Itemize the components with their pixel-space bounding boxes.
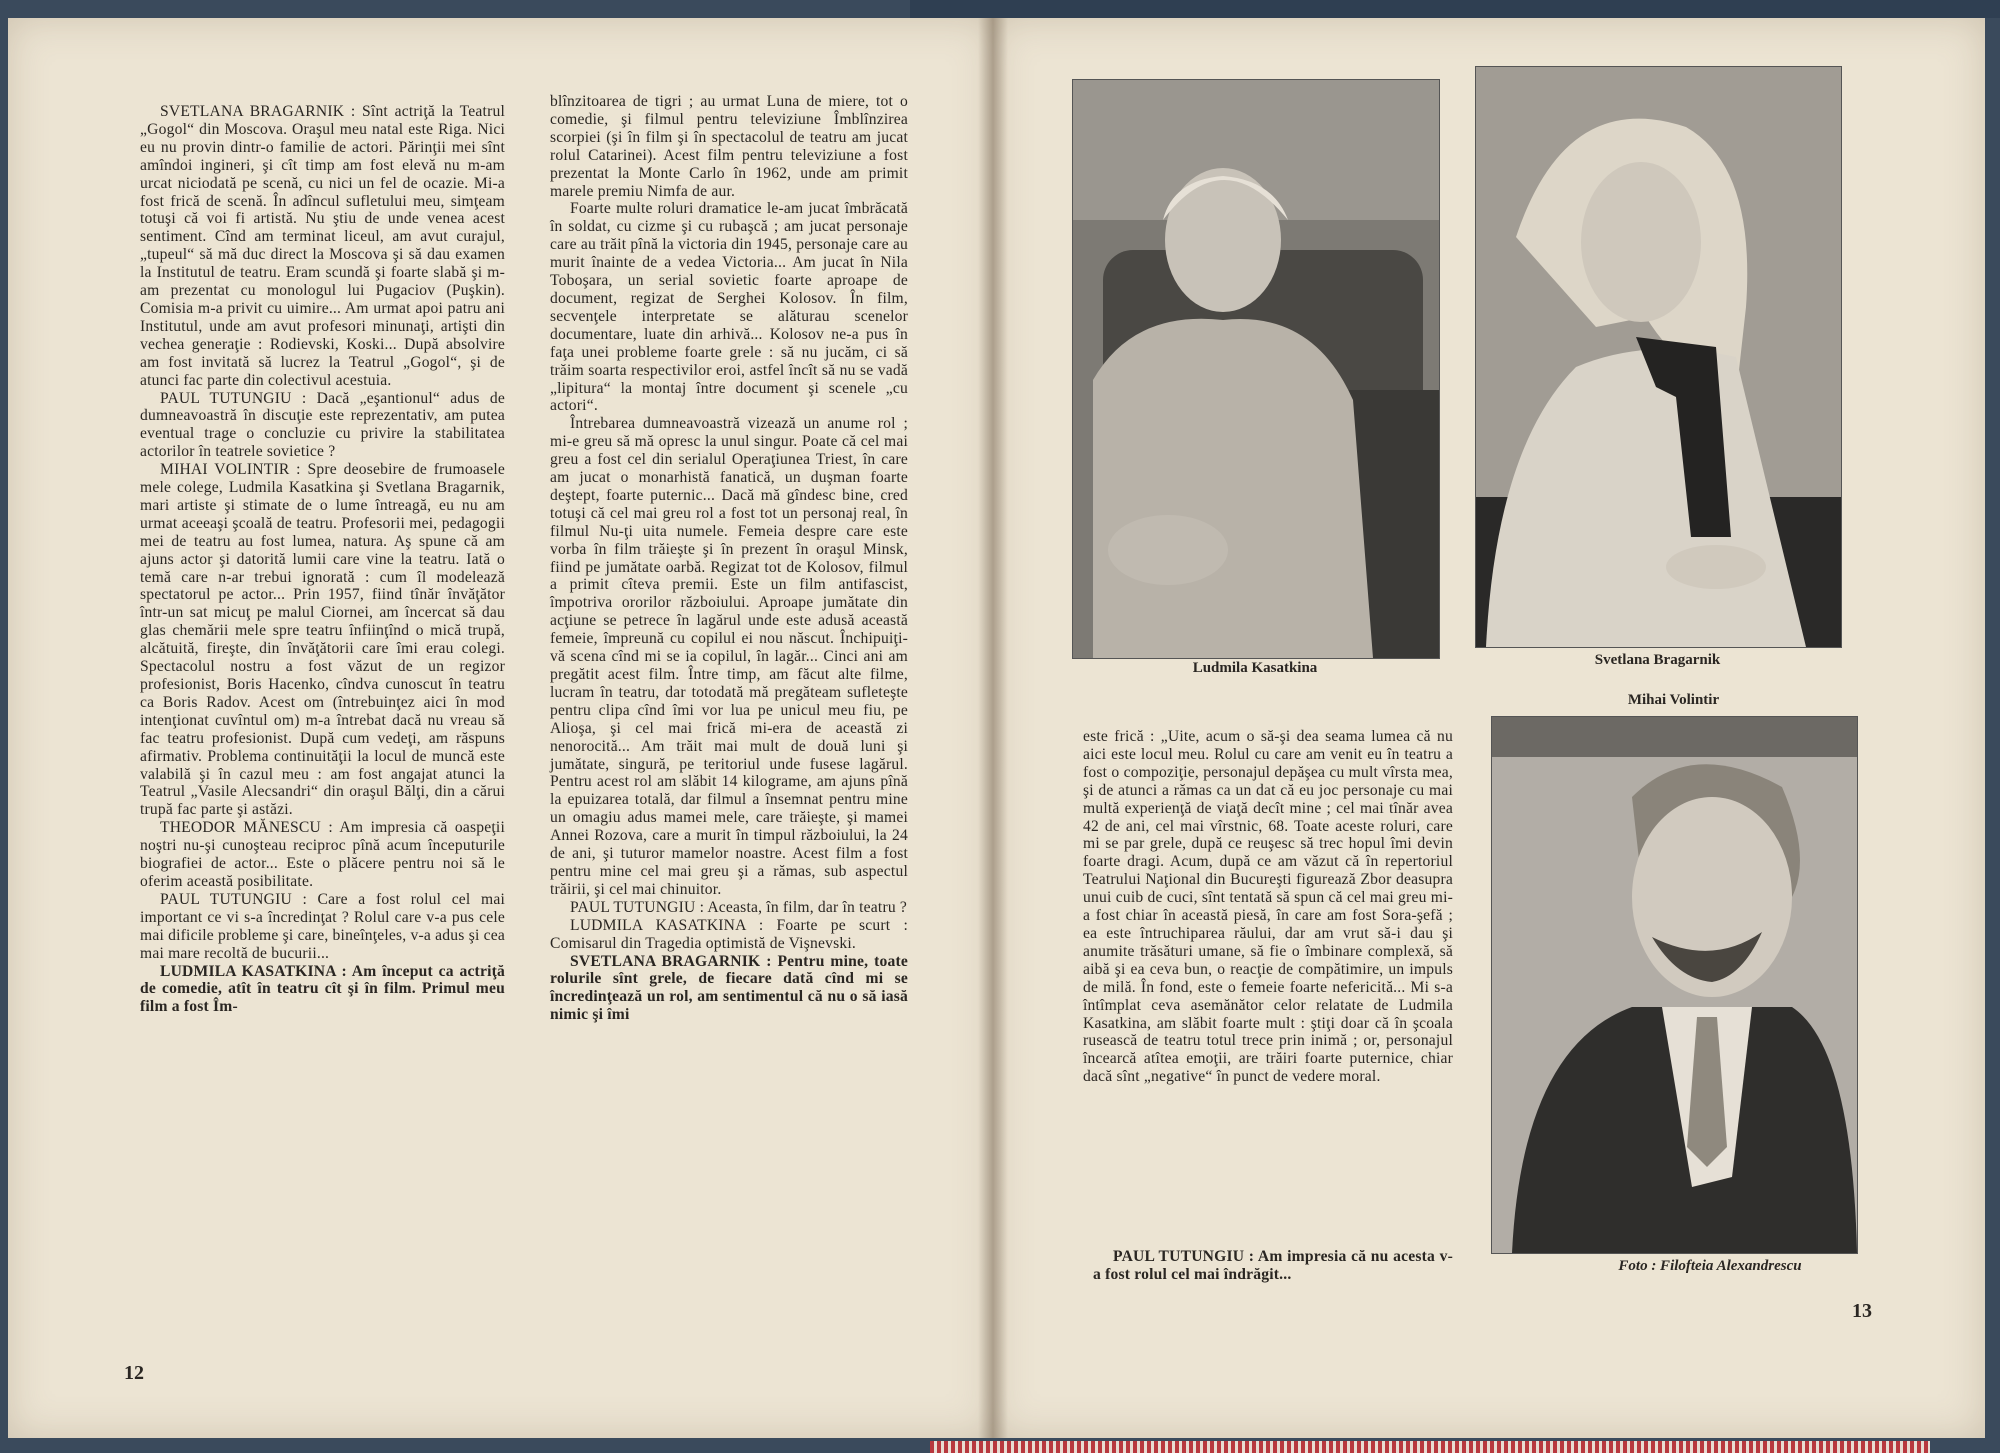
- paragraph: PAUL TUTUNGIU : Dacă „eşantionul“ adus de dumneavoastră în discuţie este reprezentativ, am putea eventual trage o concluzie cu privire la stabilitatea actorilor în teatrele sovietice ?: [140, 389, 505, 461]
- page-number-right: 13: [1852, 1300, 1872, 1322]
- page-number-left: 12: [124, 1362, 144, 1384]
- paragraph: blînzitoarea de tigri ; au urmat Luna de miere, tot o comedie, şi filmul pentru televiziune Îmblînzirea scorpiei (şi în film şi în spectacolul de teatru am jucat rolul Catarinei). Acest film pentru televiziune a fost prezentat la Monte Carlo în 1962, unde am primit marele premiu Nimfa de aur.: [550, 93, 908, 200]
- right-column: [1083, 728, 1453, 1086]
- paragraph: Întrebarea dumneavoastră vizează un anume rol ; mi-e greu să mă opresc la unul singur. Poate că cel mai greu a fost cel din serialul Operaţiunea Triest, în care am jucat o monarhistă fanatică, un duşman foarte deştept, foarte puternic... Dacă mă gîndesc bine, cred totuşi că cel mai greu rol a fost tot un personaj real, în filmul Nu-ţi uita numele. Femeia despre care este vorba în film trăieşte şi în prezent în oraşul Minsk, fiind pe jumătate oarbă. Regizat tot de Kolosov, filmul a primit cîteva premii. Este un film antifascist, împotriva ororilor războiului. Aproape jumătate din acţiune se petrece în lagărul unde este adusă această femeie, împreună cu copilul ei nou născut. Închipuiţi-vă scena cînd mi se ia copilul, în lagăr... Cinci ani am pregătit acest film. Între timp, am făcut alte filme, lucram în teatru, dar totodată mă pregăteam sufleteşte pentru clipa cînd îmi vor lua pe unicul meu fiu, pe Alioşa, şi cel mai frică mi-era de această zi nenorocită... Am trăit mai mult de două luni şi jumătate, singură, pe teritoriul unde fusese lagărul. Pentru acest rol am slăbit 14 kilograme, am ajuns pînă la epuizarea totală, dar filmul a însemnat pentru mine un omagiu adus mamei mele, care trăieşte, şi mamei Annei Rozova, care a murit în timpul războiului, la 24 de ani, şi tuturor mamelor noastre. Acest film a fost pentru mine cel mai greu şi a rămas, sub aspectul trăirii, şi cel mai chinuitor.: [550, 415, 908, 898]
- paragraph: PAUL TUTUNGIU : Am impresia că nu acesta v-a fost rolul cel mai îndrăgit...: [1093, 1248, 1453, 1283]
- portrait-image: [1492, 717, 1857, 1253]
- portrait-image: [1073, 80, 1439, 658]
- paragraph: SVETLANA BRAGARNIK : Pentru mine, toate rolurile sînt grele, de fiecare dată cînd mi se încredinţează un rol, am sentimentul că nu o să iasă nimic şi îmi: [550, 952, 908, 1024]
- paragraph: PAUL TUTUNGIU : Care a fost rolul cel mai important ce vi s-a încredinţat ? Rolul care v-a pus cele mai dificile probleme şi care, bineînţeles, v-a adus şi cea mai mare recoltă de bucurii...: [140, 890, 505, 962]
- paragraph: PAUL TUTUNGIU : Aceasta, în film, dar în teatru ?: [570, 898, 908, 916]
- paragraph: THEODOR MĂNESCU : Am impresia că oaspeţii noştri nu-şi cunoşteau reciproc pînă acum începuturile biografiei de actor... Este o plăcere pentru noi să le oferim această posibilitate.: [140, 819, 505, 890]
- photo-caption: Mihai Volintir: [1627, 692, 1720, 708]
- photo-mihai-volintir: [1491, 716, 1858, 1254]
- paragraph: Foarte multe roluri dramatice le-am jucat îmbrăcată în soldat, cu cizme şi cu rubaşcă ; am jucat personaje care au trăit pînă la victoria din 1945, personaje care au murit înainte de a vedea Victoria... Am jucat în Nila Toboşara, un serial sovietic foarte aproape de document, regizat de Serghei Kolosov. În film, secvenţele interpretate se alăturau scenelor documentare, luate din arhivă... Kolosov ne-a pus în faţa unei probleme foarte grele : să nu jucăm, ci să trăim soarta respectivilor eroi, astfel încît să nu se vadă „lipitura“ la montaj între document şi scenele „cu actori“.: [550, 200, 908, 415]
- paragraph: LUDMILA KASATKINA : Am început ca actriţă de comedie, atît în teatru cît şi în film. Primul meu film a fost Îm-: [140, 962, 505, 1016]
- photo-svetlana-bragarnik: [1475, 66, 1842, 648]
- binding-edge: [930, 1441, 1930, 1453]
- photo-caption: Ludmila Kasatkina: [1192, 660, 1318, 676]
- photo-credit: Foto : Filofteia Alexandrescu: [1618, 1258, 1802, 1274]
- paragraph: LUDMILA KASATKINA : Foarte pe scurt : Comisarul din Tragedia optimistă de Vişnevski.: [550, 916, 908, 952]
- scanner-background-top: [910, 0, 2000, 18]
- right-column-tail: [1093, 1248, 1453, 1284]
- left-column-2: [550, 93, 908, 1024]
- photo-ludmila-kasatkina: [1072, 79, 1440, 659]
- left-column-1: [140, 103, 505, 1016]
- paragraph: SVETLANA BRAGARNIK : Sînt actriţă la Teatrul „Gogol“ din Moscova. Oraşul meu natal este Riga. Nici eu nu provin dintr-o familie de actori. Părinţii mei sînt amîndoi ingineri, şi cît timp am fost elevă nu m-am urcat niciodată pe scenă, cu nici un fel de ocazie. Mi-a fost frică de scenă. În adîncul sufletului meu, simţeam totuşi că voi fi artistă. Nu ştiu de unde venea acest sentiment. Cînd am terminat liceul, am avut curajul, „tupeul“ să mă duc direct la Moscova şi să dau examen la Institutul de teatru. Eram scundă şi foarte slabă şi m-am prezentat cu monologul lui Pugaciov (Puşkin). Comisia m-a privit cu uimire... Am urmat apoi patru ani Institutul, unde am avut profesori minunaţi, artişti din vechea generaţie : Rodievski, Koski... După absolvire am fost invitată să lucrez la Teatrul „Gogol“, şi de atunci fac parte din colectivul acestuia.: [140, 103, 505, 389]
- paragraph: este frică : „Uite, acum o să-şi dea seama lumea că nu aici este locul meu. Rolul cu care am venit eu în teatru a fost o compoziţie, personajul depăşea cu mult vîrsta mea, şi de atunci a rămas ca un dat că eu joc personaje cu mai multă experienţă de viaţă decît mine ; cel mai tînăr avea 42 de ani, cel mai vîrstnic, 68. Toate aceste roluri, care mi se par grele, după ce reuşesc să trec hopul îmi devin foarte dragi. Acum, după ce am văzut că în repertoriul Teatrului Naţional din Bucureşti figurează Zbor deasupra unui cuib de cuci, sînt tentată să spun că cel mai greu mi-a fost chiar în această piesă, în care am fost Sora-şefă ; ea este întruchiparea răului, dar am vrut să-i dau şi anumite trăsături umane, să fie o îmbinare complexă, să aibă şi ea ceva bun, o reacţie de compătimire, un impuls de milă. În fond, este o femeie foarte nefericită... Mi s-a întîmplat ceva asemănător celor relatate de Ludmila Kasatkina, am slăbit foarte mult : ştiţi doar că în şcoala rusească de teatru totul trece prin inimă ; or, personajul încearcă atîtea emoţii, are trăiri foarte puternice, chiar dacă sînt „negative“ în punct de vedere moral.: [1083, 728, 1453, 1086]
- photo-caption: Svetlana Bragarnik: [1594, 652, 1721, 668]
- portrait-image: [1476, 67, 1841, 647]
- paragraph: MIHAI VOLINTIR : Spre deosebire de frumoasele mele colege, Ludmila Kasatkina şi Svetlana Bragarnik, mari artiste şi stimate de o lume întreagă, eu nu am urmat aceeaşi şcoală de teatru. Profesorii mei, pedagogii mei de teatru au fost lumea, natura. Aş spune că am ajuns actor şi datorită lumii care vine la teatru. Iată o temă care n-ar trebui ignorată : cum îl modelează spectatorul pe actor... Prin 1957, fiind tînăr învăţător într-un sat micuţ pe malul Ciornei, am încercat să dau glas chemării mele spre teatru înfiinţînd o mică trupă, alcătuită, fireşte, din învăţătorii care îmi erau colegi. Spectacolul nostru a fost văzut de un regizor profesionist, Boris Hacenko, cîndva cunoscut în teatru ca Boris Radov. Acest om (întrebuinţez aici în mod intenţionat cuvîntul om) m-a întrebat dacă nu vreau să fac teatru profesionist. După cum vedeţi, am răspuns afirmativ. Problema continuităţii la locul de muncă este valabilă şi în cazul meu : am fost angajat atunci la Teatrul „Vasile Alecsandri“ din oraşul Bălţi, din a cărui trupă fac parte şi astăzi.: [140, 461, 505, 819]
